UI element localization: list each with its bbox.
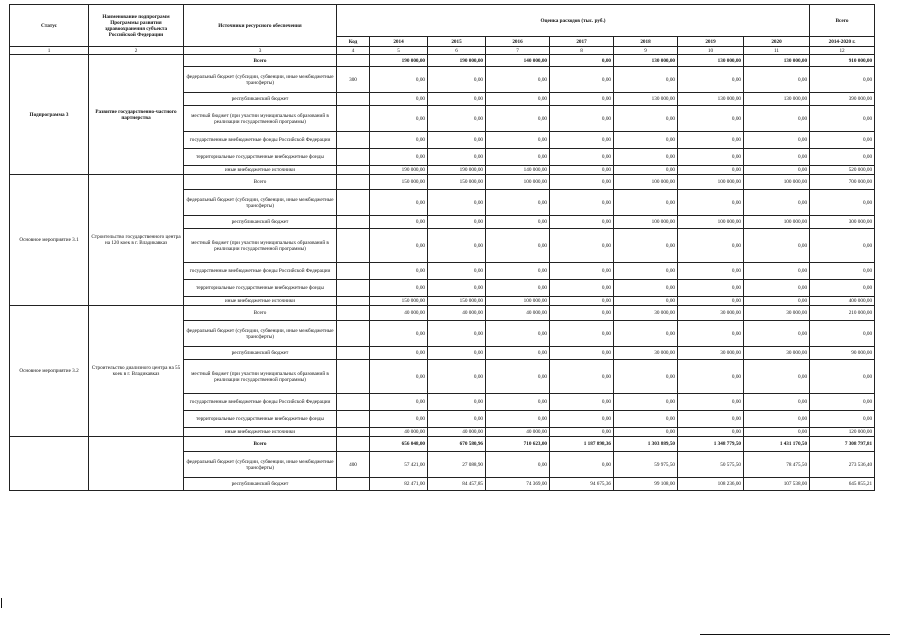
- year-value-cell: 40 000,00: [486, 306, 550, 321]
- source-cell: территориальные государственные внебюджетные фонды: [184, 280, 337, 297]
- source-cell: территориальные государственные внебюджетные фонды: [184, 149, 337, 166]
- column-number: 7: [486, 47, 550, 55]
- year-value-cell: 0,00: [550, 263, 614, 280]
- column-number: 6: [428, 47, 486, 55]
- total-value-cell: 90 000,00: [810, 347, 875, 360]
- year-value-cell: 0,00: [428, 132, 486, 149]
- source-cell: государственные внебюджетные фонды Российской Федерации: [184, 132, 337, 149]
- year-value-cell: 0,00: [614, 106, 678, 132]
- source-cell: местный бюджет (при участии муниципальных образований в реализации государственной программы): [184, 360, 337, 394]
- name-header: Наименование подпрограмм Программы развития здравоохранения субъекта Российской Федерации: [89, 5, 184, 47]
- year-value-cell: 0,00: [678, 190, 744, 216]
- year-value-cell: 0,00: [370, 229, 428, 263]
- year-value-cell: 0,00: [370, 149, 428, 166]
- code-cell: [337, 93, 370, 106]
- column-number: 12: [810, 47, 875, 55]
- total-header: Всего: [810, 5, 875, 37]
- source-cell: республиканский бюджет: [184, 478, 337, 491]
- year-header: 2015: [428, 37, 486, 47]
- total-value-cell: 0,00: [810, 229, 875, 263]
- source-cell: Всего: [184, 175, 337, 190]
- total-period-header: 2014-2020 г.: [810, 37, 875, 47]
- column-number: 5: [370, 47, 428, 55]
- year-value-cell: 0,00: [614, 411, 678, 428]
- year-value-cell: 100 000,00: [486, 175, 550, 190]
- code-cell: [337, 428, 370, 437]
- year-value-cell: 40 000,00: [428, 428, 486, 437]
- total-value-cell: 273 536,40: [810, 452, 875, 478]
- year-value-cell: 82 471,00: [370, 478, 428, 491]
- column-numbering-row: [10, 47, 875, 55]
- total-value-cell: 0,00: [810, 190, 875, 216]
- year-value-cell: 0,00: [428, 394, 486, 411]
- column-number: 9: [614, 47, 678, 55]
- year-value-cell: 190 000,00: [428, 166, 486, 175]
- total-value-cell: 0,00: [810, 394, 875, 411]
- year-value-cell: 99 108,00: [614, 478, 678, 491]
- year-value-cell: 140 000,00: [486, 166, 550, 175]
- budget-row: [10, 55, 875, 67]
- year-value-cell: 0,00: [678, 149, 744, 166]
- year-value-cell: 0,00: [550, 55, 614, 67]
- column-number: 10: [678, 47, 744, 55]
- year-value-cell: 0,00: [550, 428, 614, 437]
- code-cell: [337, 478, 370, 491]
- year-value-cell: 0,00: [428, 347, 486, 360]
- year-value-cell: 78 475,50: [744, 452, 810, 478]
- year-value-cell: 0,00: [428, 280, 486, 297]
- source-cell: федеральный бюджет (субсидии, субвенции, иные межбюджетные трансферты): [184, 190, 337, 216]
- budget-document: [9, 4, 875, 491]
- source-cell: местный бюджет (при участии муниципальных образований в реализации государственной программы): [184, 106, 337, 132]
- year-value-cell: 0,00: [370, 263, 428, 280]
- header-row: [10, 5, 875, 37]
- year-value-cell: 0,00: [614, 166, 678, 175]
- column-number: 4: [337, 47, 370, 55]
- year-value-cell: 27 088,90: [428, 452, 486, 478]
- year-value-cell: 0,00: [370, 190, 428, 216]
- year-value-cell: 0,00: [744, 166, 810, 175]
- year-value-cell: 74 369,00: [486, 478, 550, 491]
- year-value-cell: 40 000,00: [486, 428, 550, 437]
- year-value-cell: 100 000,00: [744, 216, 810, 229]
- code-cell: [337, 106, 370, 132]
- year-value-cell: 100 000,00: [486, 297, 550, 306]
- source-cell: государственные внебюджетные фонды Российской Федерации: [184, 394, 337, 411]
- code-cell: [337, 132, 370, 149]
- year-value-cell: 0,00: [370, 93, 428, 106]
- status-cell: Основное мероприятие 3.2: [10, 306, 89, 437]
- year-value-cell: 0,00: [550, 347, 614, 360]
- year-value-cell: 0,00: [486, 394, 550, 411]
- year-value-cell: 0,00: [678, 132, 744, 149]
- total-value-cell: 0,00: [810, 67, 875, 93]
- year-value-cell: 0,00: [550, 216, 614, 229]
- year-value-cell: 0,00: [370, 280, 428, 297]
- year-value-cell: 150 000,00: [370, 175, 428, 190]
- code-cell: [337, 437, 370, 452]
- total-value-cell: 0,00: [810, 411, 875, 428]
- year-value-cell: 0,00: [550, 175, 614, 190]
- year-value-cell: 1 187 898,36: [550, 437, 614, 452]
- column-number: 3: [184, 47, 337, 55]
- year-header: 2017: [550, 37, 614, 47]
- year-value-cell: 1 431 170,50: [744, 437, 810, 452]
- year-value-cell: 0,00: [678, 67, 744, 93]
- program-name-cell: Развитие государственно-частного партнерства: [89, 55, 184, 175]
- year-value-cell: 0,00: [550, 360, 614, 394]
- source-cell: иные внебюджетные источники: [184, 428, 337, 437]
- year-value-cell: 30 000,00: [744, 347, 810, 360]
- year-value-cell: 30 000,00: [744, 306, 810, 321]
- source-cell: местный бюджет (при участии муниципальных образований в реализации государственной программы): [184, 229, 337, 263]
- year-value-cell: 94 675,36: [550, 478, 614, 491]
- budget-table: [9, 4, 875, 491]
- total-value-cell: 0,00: [810, 132, 875, 149]
- year-value-cell: 30 000,00: [614, 347, 678, 360]
- year-value-cell: 0,00: [744, 321, 810, 347]
- year-header: 2019: [678, 37, 744, 47]
- year-value-cell: 0,00: [744, 297, 810, 306]
- year-value-cell: 0,00: [744, 149, 810, 166]
- year-value-cell: 30 000,00: [614, 306, 678, 321]
- year-value-cell: 0,00: [428, 263, 486, 280]
- code-cell: [337, 263, 370, 280]
- year-value-cell: 0,00: [486, 93, 550, 106]
- year-value-cell: 40 000,00: [428, 306, 486, 321]
- year-value-cell: 140 000,00: [486, 55, 550, 67]
- year-value-cell: 0,00: [428, 190, 486, 216]
- year-value-cell: 0,00: [486, 216, 550, 229]
- year-value-cell: 0,00: [486, 321, 550, 347]
- total-value-cell: 520 000,00: [810, 166, 875, 175]
- year-value-cell: 0,00: [744, 411, 810, 428]
- source-cell: федеральный бюджет (субсидии, субвенции, иные межбюджетные трансферты): [184, 67, 337, 93]
- year-value-cell: 0,00: [744, 360, 810, 394]
- year-value-cell: 0,00: [550, 321, 614, 347]
- year-value-cell: 0,00: [428, 321, 486, 347]
- year-value-cell: 0,00: [550, 106, 614, 132]
- total-value-cell: 0,00: [810, 149, 875, 166]
- year-value-cell: 0,00: [744, 132, 810, 149]
- year-value-cell: 100 000,00: [744, 175, 810, 190]
- code-cell: [337, 149, 370, 166]
- program-name-cell: [89, 437, 184, 491]
- total-value-cell: 0,00: [810, 263, 875, 280]
- total-value-cell: 910 000,00: [810, 55, 875, 67]
- column-number: 8: [550, 47, 614, 55]
- year-value-cell: 0,00: [550, 93, 614, 106]
- year-value-cell: 0,00: [614, 428, 678, 437]
- total-value-cell: 400 000,00: [810, 297, 875, 306]
- year-value-cell: 0,00: [486, 229, 550, 263]
- year-value-cell: 0,00: [614, 190, 678, 216]
- year-value-cell: 0,00: [614, 321, 678, 347]
- year-value-cell: 0,00: [678, 411, 744, 428]
- year-value-cell: 0,00: [744, 190, 810, 216]
- year-value-cell: 0,00: [428, 360, 486, 394]
- program-name-cell: Строительство государственного центра на 120 коек в г. Владикавказ: [89, 175, 184, 306]
- year-value-cell: 0,00: [370, 360, 428, 394]
- year-value-cell: 0,00: [614, 229, 678, 263]
- column-number: 2: [89, 47, 184, 55]
- total-value-cell: 300 000,00: [810, 216, 875, 229]
- total-value-cell: 120 000,00: [810, 428, 875, 437]
- year-value-cell: 84 457,85: [428, 478, 486, 491]
- estimate-header: Оценка расходов (тыс. руб.): [337, 5, 810, 37]
- total-value-cell: 0,00: [810, 106, 875, 132]
- source-cell: Всего: [184, 437, 337, 452]
- year-value-cell: 0,00: [486, 106, 550, 132]
- status-header: Статус: [10, 5, 89, 47]
- year-value-cell: 0,00: [550, 394, 614, 411]
- code-cell: [337, 360, 370, 394]
- code-cell: [337, 297, 370, 306]
- year-value-cell: 0,00: [678, 280, 744, 297]
- status-cell: [10, 437, 89, 491]
- year-value-cell: 0,00: [428, 216, 486, 229]
- year-value-cell: 0,00: [370, 216, 428, 229]
- year-value-cell: 0,00: [678, 263, 744, 280]
- scan-edge-mark: [1, 598, 2, 608]
- source-cell: территориальные государственные внебюджетные фонды: [184, 411, 337, 428]
- year-value-cell: 100 000,00: [614, 216, 678, 229]
- year-header: 2016: [486, 37, 550, 47]
- year-value-cell: 40 000,00: [370, 306, 428, 321]
- code-cell: 400: [337, 452, 370, 478]
- year-value-cell: 0,00: [486, 452, 550, 478]
- year-value-cell: 0,00: [614, 360, 678, 394]
- year-value-cell: 107 538,00: [744, 478, 810, 491]
- year-value-cell: 0,00: [486, 67, 550, 93]
- year-value-cell: 0,00: [678, 428, 744, 437]
- year-value-cell: 0,00: [486, 347, 550, 360]
- year-value-cell: 59 975,50: [614, 452, 678, 478]
- year-value-cell: 0,00: [550, 297, 614, 306]
- year-value-cell: 130 000,00: [614, 55, 678, 67]
- source-cell: республиканский бюджет: [184, 93, 337, 106]
- code-cell: [337, 216, 370, 229]
- status-cell: Основное мероприятие 3.1: [10, 175, 89, 306]
- year-value-cell: 150 000,00: [370, 297, 428, 306]
- source-cell: Всего: [184, 55, 337, 67]
- year-value-cell: 0,00: [370, 394, 428, 411]
- year-value-cell: 0,00: [678, 360, 744, 394]
- total-value-cell: 390 000,00: [810, 93, 875, 106]
- year-value-cell: 108 236,00: [678, 478, 744, 491]
- year-value-cell: 1 348 779,50: [678, 437, 744, 452]
- source-cell: иные внебюджетные источники: [184, 166, 337, 175]
- year-value-cell: 50 575,50: [678, 452, 744, 478]
- total-value-cell: 210 000,00: [810, 306, 875, 321]
- year-value-cell: 130 000,00: [744, 55, 810, 67]
- year-value-cell: 0,00: [486, 280, 550, 297]
- year-value-cell: 30 000,00: [678, 306, 744, 321]
- column-number: 11: [744, 47, 810, 55]
- year-value-cell: 0,00: [428, 67, 486, 93]
- year-value-cell: 0,00: [678, 106, 744, 132]
- year-value-cell: 670 580,96: [428, 437, 486, 452]
- year-value-cell: 130 000,00: [678, 55, 744, 67]
- year-value-cell: 130 000,00: [744, 93, 810, 106]
- year-value-cell: 0,00: [428, 149, 486, 166]
- year-value-cell: 0,00: [678, 166, 744, 175]
- signature-line: [700, 634, 890, 635]
- code-cell: [337, 229, 370, 263]
- year-value-cell: 0,00: [550, 132, 614, 149]
- column-number: 1: [10, 47, 89, 55]
- source-cell: республиканский бюджет: [184, 216, 337, 229]
- code-cell: [337, 394, 370, 411]
- year-header: 2014: [370, 37, 428, 47]
- code-cell: 300: [337, 67, 370, 93]
- year-value-cell: 0,00: [550, 190, 614, 216]
- year-value-cell: 0,00: [428, 411, 486, 428]
- budget-row: [10, 437, 875, 452]
- year-value-cell: 0,00: [550, 411, 614, 428]
- source-cell: иные внебюджетные источники: [184, 297, 337, 306]
- total-value-cell: 0,00: [810, 321, 875, 347]
- year-value-cell: 0,00: [486, 360, 550, 394]
- year-value-cell: 0,00: [370, 132, 428, 149]
- year-value-cell: 0,00: [428, 229, 486, 263]
- year-value-cell: 0,00: [614, 149, 678, 166]
- year-value-cell: 0,00: [550, 280, 614, 297]
- year-value-cell: 0,00: [550, 149, 614, 166]
- year-value-cell: 40 000,00: [370, 428, 428, 437]
- year-value-cell: 0,00: [744, 67, 810, 93]
- year-value-cell: 0,00: [550, 67, 614, 93]
- year-value-cell: 190 000,00: [370, 166, 428, 175]
- year-value-cell: 0,00: [486, 190, 550, 216]
- year-value-cell: 0,00: [370, 347, 428, 360]
- year-header: 2018: [614, 37, 678, 47]
- total-value-cell: 700 000,00: [810, 175, 875, 190]
- code-cell: [337, 321, 370, 347]
- code-cell: [337, 166, 370, 175]
- year-value-cell: 0,00: [678, 297, 744, 306]
- code-cell: [337, 190, 370, 216]
- year-value-cell: 710 623,00: [486, 437, 550, 452]
- year-value-cell: 0,00: [550, 452, 614, 478]
- year-value-cell: 190 000,00: [428, 55, 486, 67]
- year-value-cell: 0,00: [614, 297, 678, 306]
- budget-row: [10, 175, 875, 190]
- year-value-cell: 0,00: [678, 321, 744, 347]
- year-value-cell: 0,00: [550, 166, 614, 175]
- year-value-cell: 0,00: [370, 106, 428, 132]
- year-value-cell: 0,00: [744, 229, 810, 263]
- year-value-cell: 0,00: [486, 411, 550, 428]
- year-value-cell: 0,00: [370, 411, 428, 428]
- year-value-cell: 100 000,00: [614, 175, 678, 190]
- year-value-cell: 0,00: [370, 321, 428, 347]
- code-cell: [337, 280, 370, 297]
- year-value-cell: 100 000,00: [678, 216, 744, 229]
- year-value-cell: 0,00: [678, 394, 744, 411]
- program-name-cell: Строительство диализного центра на 55 коек в г. Владикавказ: [89, 306, 184, 437]
- year-value-cell: 0,00: [614, 67, 678, 93]
- code-cell: [337, 411, 370, 428]
- year-value-cell: 0,00: [428, 106, 486, 132]
- year-value-cell: 0,00: [744, 394, 810, 411]
- year-value-cell: 0,00: [614, 394, 678, 411]
- year-value-cell: 190 000,00: [370, 55, 428, 67]
- year-value-cell: 0,00: [744, 263, 810, 280]
- code-cell: [337, 55, 370, 67]
- code-cell: [337, 347, 370, 360]
- year-value-cell: 30 000,00: [678, 347, 744, 360]
- year-value-cell: 0,00: [614, 132, 678, 149]
- year-value-cell: 0,00: [486, 263, 550, 280]
- year-value-cell: 656 048,00: [370, 437, 428, 452]
- source-cell: федеральный бюджет (субсидии, субвенции, иные межбюджетные трансферты): [184, 452, 337, 478]
- year-value-cell: 150 000,00: [428, 297, 486, 306]
- code-cell: [337, 306, 370, 321]
- total-value-cell: 0,00: [810, 360, 875, 394]
- year-value-cell: 0,00: [550, 229, 614, 263]
- year-value-cell: 130 000,00: [678, 93, 744, 106]
- year-value-cell: 0,00: [486, 132, 550, 149]
- code-header: Код: [337, 37, 370, 47]
- source-cell: государственные внебюджетные фонды Российской Федерации: [184, 263, 337, 280]
- source-cell: федеральный бюджет (субсидии, субвенции, иные межбюджетные трансферты): [184, 321, 337, 347]
- code-cell: [337, 175, 370, 190]
- year-value-cell: 0,00: [744, 428, 810, 437]
- year-value-cell: 1 303 889,50: [614, 437, 678, 452]
- total-value-cell: 0,00: [810, 280, 875, 297]
- source-cell: республиканский бюджет: [184, 347, 337, 360]
- year-value-cell: 0,00: [678, 229, 744, 263]
- year-value-cell: 0,00: [370, 67, 428, 93]
- status-cell: Подпрограмма 3: [10, 55, 89, 175]
- year-value-cell: 130 000,00: [614, 93, 678, 106]
- year-value-cell: 0,00: [550, 306, 614, 321]
- source-header: Источники ресурсного обеспечения: [184, 5, 337, 47]
- year-value-cell: 0,00: [614, 263, 678, 280]
- total-value-cell: 7 308 797,81: [810, 437, 875, 452]
- year-value-cell: 150 000,00: [428, 175, 486, 190]
- year-value-cell: 0,00: [486, 149, 550, 166]
- budget-row: [10, 306, 875, 321]
- year-value-cell: 0,00: [744, 280, 810, 297]
- total-value-cell: 645 855,21: [810, 478, 875, 491]
- year-header: 2020: [744, 37, 810, 47]
- year-value-cell: 57 421,00: [370, 452, 428, 478]
- year-value-cell: 0,00: [428, 93, 486, 106]
- year-value-cell: 0,00: [744, 106, 810, 132]
- year-value-cell: 100 000,00: [678, 175, 744, 190]
- year-value-cell: 0,00: [614, 280, 678, 297]
- source-cell: Всего: [184, 306, 337, 321]
